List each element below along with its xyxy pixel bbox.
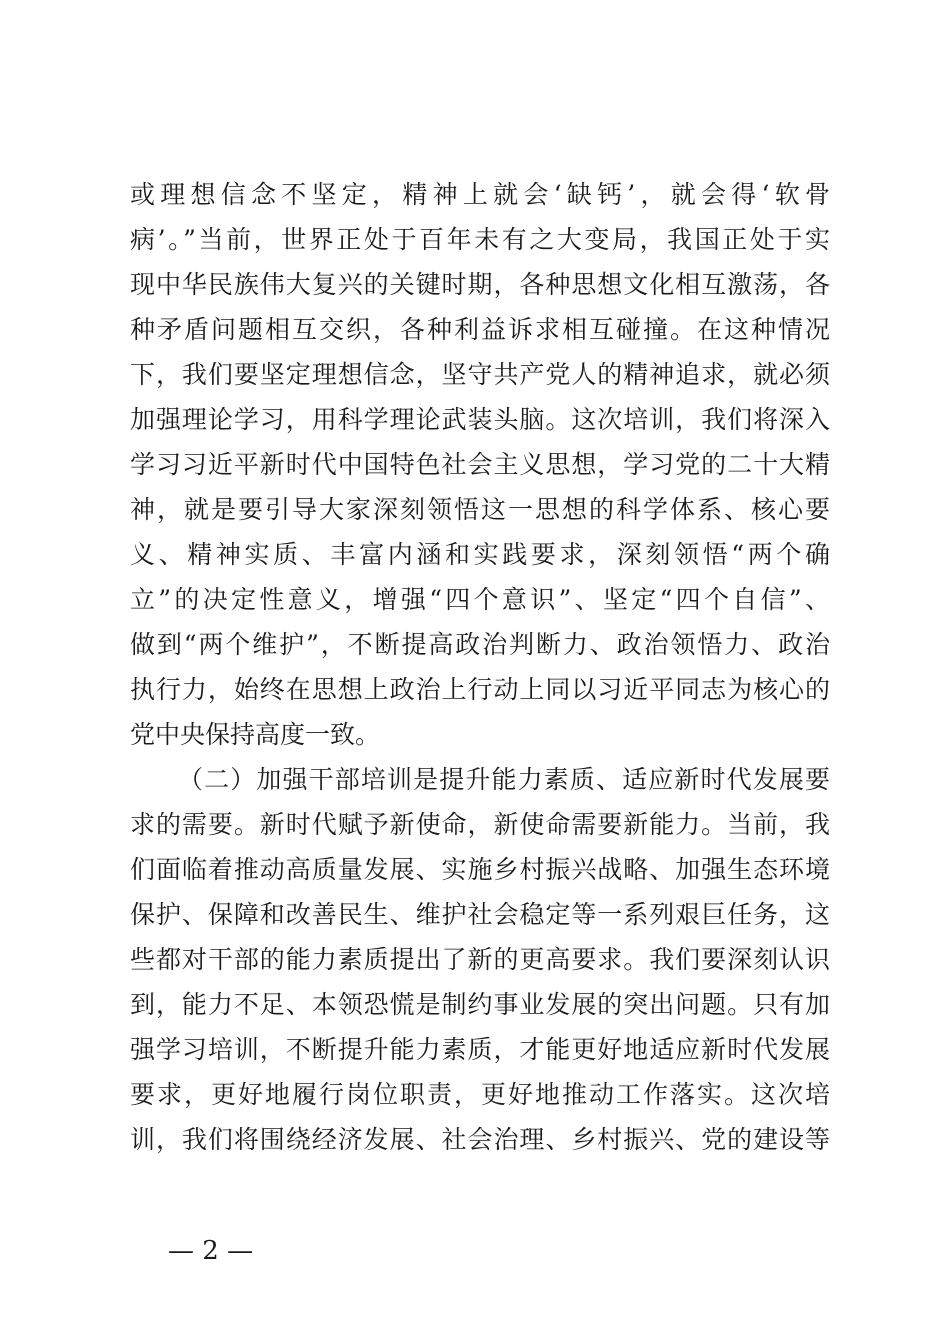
text-line: 要求，更好地履行岗位职责，更好地推动工作落实。这次培 — [130, 1080, 830, 1109]
text-line: 义、精神实质、丰富内涵和实践要求，深刻领悟“两个确 — [130, 540, 830, 569]
text-line: 种矛盾问题相互交织，各种利益诉求相互碰撞。在这种情况 — [130, 315, 830, 344]
text-line: 加强理论学习，用科学理论武装头脑。这次培训，我们将深入 — [130, 405, 830, 434]
text-line: 保护、保障和改善民生、维护社会稳定等一系列艰巨任务，这 — [130, 900, 830, 929]
text-line: 们面临着推动高质量发展、实施乡村振兴战略、加强生态环境 — [130, 855, 830, 884]
paragraph — [130, 757, 830, 1162]
text-line: 或理想信念不坚定，精神上就会‘缺钙’，就会得‘软骨 — [130, 180, 830, 209]
text-line: 党中央保持高度一致。 — [130, 720, 381, 749]
text-line: 下，我们要坚定理想信念，坚守共产党人的精神追求，就必须 — [130, 360, 830, 389]
paragraph — [130, 172, 830, 757]
text-line: 神，就是要引导大家深刻领悟这一思想的科学体系、核心要 — [130, 495, 830, 524]
text-line: 训，我们将围绕经济发展、社会治理、乡村振兴、党的建设等 — [130, 1125, 830, 1154]
text-line: 求的需要。新时代赋予新使命，新使命需要新能力。当前，我 — [130, 810, 830, 839]
text-line: 现中华民族伟大复兴的关键时期，各种思想文化相互激荡，各 — [130, 270, 830, 299]
text-line: 做到“两个维护”，不断提高政治判断力、政治领悟力、政治 — [130, 630, 830, 659]
text-line: 些都对干部的能力素质提出了新的更高要求。我们要深刻认识 — [130, 945, 830, 974]
text-line: 学习习近平新时代中国特色社会主义思想，学习党的二十大精 — [130, 450, 830, 479]
text-line: （二）加强干部培训是提升能力素质、适应新时代发展要 — [178, 765, 830, 794]
body-text — [130, 172, 830, 1162]
text-line: 强学习培训，不断提升能力素质，才能更好地适应新时代发展 — [130, 1035, 830, 1064]
page-number: — 2 — — [168, 1236, 254, 1266]
text-line: 立”的决定性意义，增强“四个意识”、坚定“四个自信”、 — [130, 585, 830, 614]
text-line: 病’。”当前，世界正处于百年未有之大变局，我国正处于实 — [130, 225, 830, 254]
text-line: 执行力，始终在思想上政治上行动上同以习近平同志为核心的 — [130, 675, 830, 704]
text-line: 到，能力不足、本领恐慌是制约事业发展的突出问题。只有加 — [130, 990, 830, 1019]
